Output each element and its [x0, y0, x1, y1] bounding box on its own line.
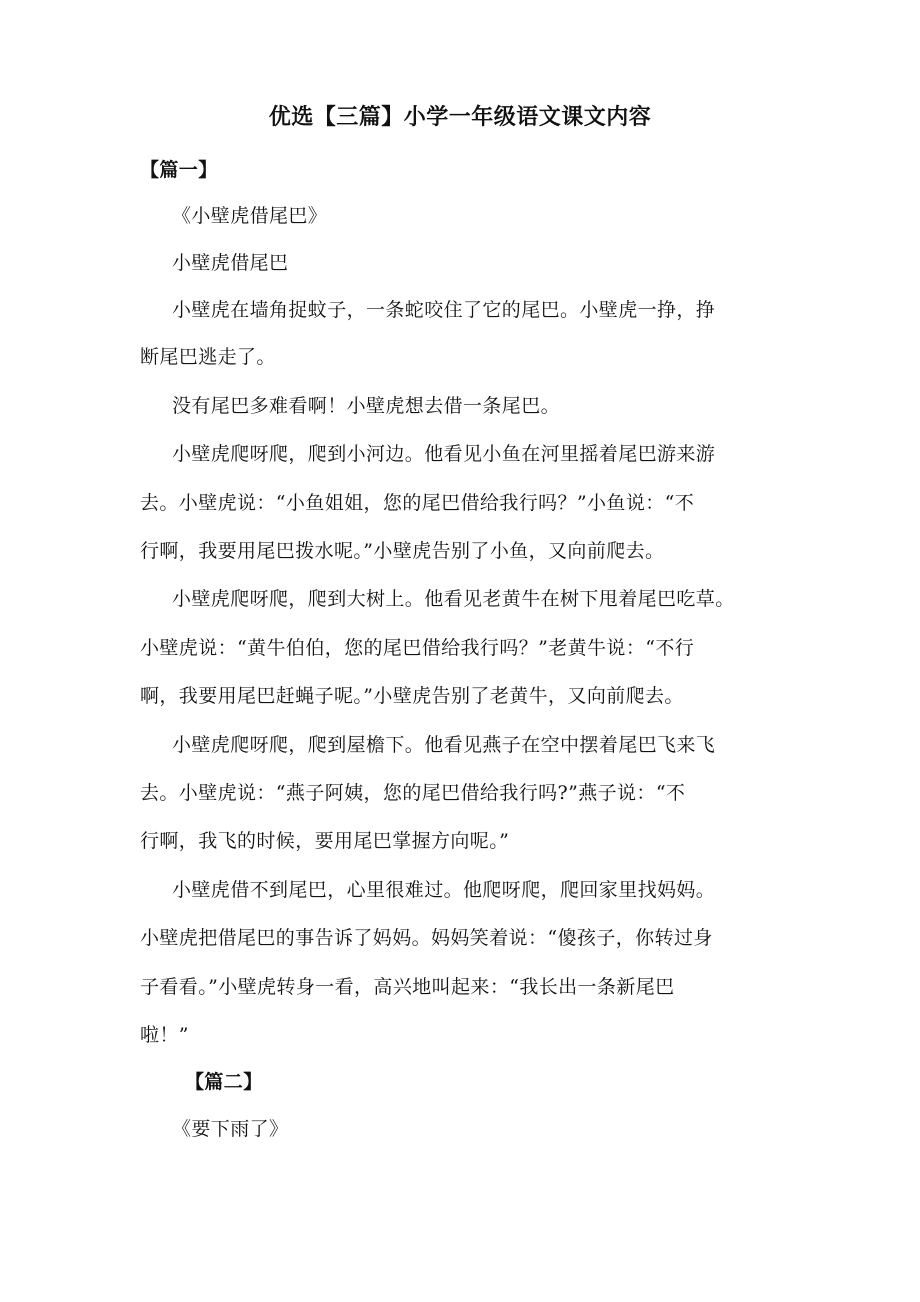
- paragraph-line: 小壁虎把借尾巴的事告诉了妈妈。妈妈笑着说：“傻孩子，你转过身: [140, 927, 713, 949]
- paragraph-line: 子看看。”小壁虎转身一看，高兴地叫起来：“我长出一条新尾巴: [140, 976, 675, 998]
- paragraph-line: 小壁虎爬呀爬，爬到屋檐下。他看见燕子在空中摆着尾巴飞来飞: [172, 734, 716, 756]
- paragraph-line: 去。小壁虎说：“小鱼姐姐，您的尾巴借给我行吗？”小鱼说：“不: [140, 492, 695, 514]
- paragraph-line: 小壁虎在墙角捉蚊子，一条蛇咬住了它的尾巴。小壁虎一挣，挣: [172, 299, 716, 321]
- paragraph-line: 行啊，我要用尾巴拨水呢。”小壁虎告别了小鱼，又向前爬去。: [140, 540, 665, 562]
- paragraph-line: 去。小壁虎说：“燕子阿姨，您的尾巴借给我行吗?”燕子说：“不: [140, 782, 686, 804]
- section-2-book-title: 《要下雨了》: [172, 1118, 289, 1140]
- paragraph-line: 小壁虎爬呀爬，爬到小河边。他看见小鱼在河里摇着尾巴游来游: [172, 443, 716, 465]
- paragraph-line: 小壁虎爬呀爬，爬到大树上。他看见老黄牛在树下甩着尾巴吃草。: [172, 588, 735, 610]
- paragraph-line: 啦！”: [140, 1024, 189, 1046]
- paragraph-line: 断尾巴逃走了。: [140, 346, 276, 368]
- paragraph-line: 行啊，我飞的时候，要用尾巴掌握方向呢。”: [140, 830, 510, 852]
- section-heading-1: 【篇一】: [140, 159, 218, 181]
- paragraph-line: 小壁虎说：“黄牛伯伯，您的尾巴借给我行吗？”老黄牛说：“不行: [140, 637, 695, 659]
- section-1-book-title: 《小壁虎借尾巴》: [172, 205, 328, 227]
- paragraph-line: 没有尾巴多难看啊！小壁虎想去借一条尾巴。: [172, 395, 561, 417]
- section-heading-2: 【篇二】: [185, 1071, 263, 1093]
- paragraph-line: 小壁虎借不到尾巴，心里很难过。他爬呀爬，爬回家里找妈妈。: [172, 879, 716, 901]
- document-title: 优选【三篇】小学一年级语文课文内容: [268, 105, 652, 130]
- section-1-subtitle: 小壁虎借尾巴: [172, 252, 289, 274]
- paragraph-line: 啊，我要用尾巴赶蝇子呢。”小壁虎告别了老黄牛，又向前爬去。: [140, 685, 684, 707]
